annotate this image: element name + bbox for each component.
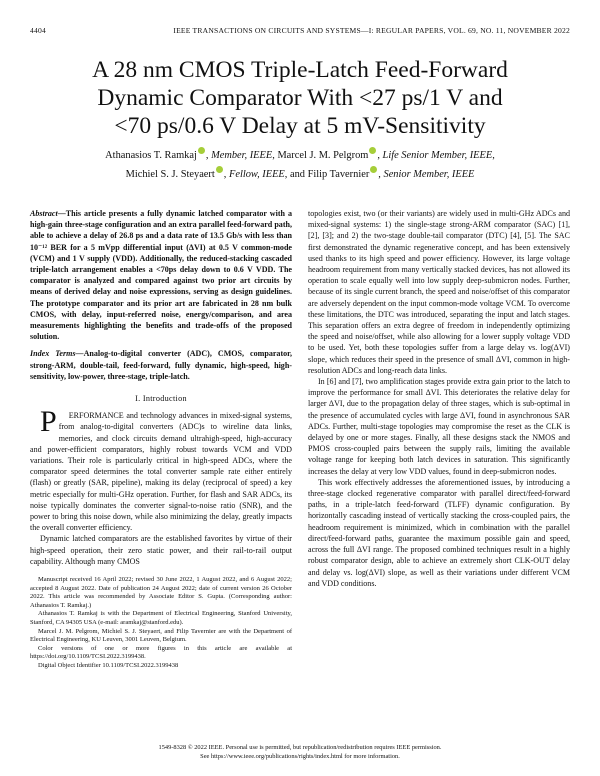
section-heading: I. Introduction — [135, 394, 187, 404]
abstract — [30, 208, 292, 342]
index-terms-label: Index Terms— — [30, 349, 84, 359]
footnote: Manuscript received 16 April 2022; revised 30 June 2022, 1 August 2022, and 6 August 2022; accepted 8 August 2022. Date of publication 24 August 2022; date of current version 26 October 2022. This article was recommended by Associate Editor S. Gupta. (Corresponding author: Athanasios T. Ramkaj.) — [30, 576, 292, 609]
author-name: and Filip Tavernier — [289, 169, 370, 180]
body-paragraph: This work effectively addresses the aforementioned issues, by introducing a three-stage clocked regenerative comparator with parallel direct/feed-forward paths, in a triple-latch feed-forward (TLFF) dynamic configuration. By horizontally cascading instead of vertically stacking the cross-coupled pairs, the headroom requirement is minimized, which in combination with the parallel direct/feed-forward paths, guarantee the maximum possible gain and speed, across the full ΔVI range. The proposed combined techniques result in a highly robust comparator design, able to achieve an extremely short CLK-OUT delay and delay vs. log(ΔVI) slope, as well as their variations under different VCM and VDD conditions. — [308, 477, 570, 588]
index-terms-text: Analog-to-digital converter (ADC), CMOS, comparator, strong-ARM, double-tail, feed-forward, fully dynamic, high-speed, high-sensitivity, low-power, three-stage, triple-latch. — [30, 349, 292, 381]
copyright-footer — [30, 743, 570, 761]
author-list: Athanasios T. Ramkaj , Member, IEEE, Marcel J. M. Pelgrom , Life Senior Member, IEEE, Michiel S. J. Steyaert , Fellow, IEEE, and Filip Tavernier , Senior Member, IEEE — [30, 146, 570, 184]
copyright-line: 1549-8328 © 2022 IEEE. Personal use is permitted, but republication/redistribution requires IEEE permission. — [158, 744, 442, 751]
title-line-2: Dynamic Comparator With <27 ps/1 V and — [97, 85, 503, 111]
footnotes — [30, 576, 292, 671]
rights-link[interactable]: See https://www.ieee.org/publications/rights/index.html for more information. — [200, 753, 400, 760]
intro-paragraph-1 — [30, 405, 292, 533]
footnote: Color versions of one or more figures in this article are available at https://doi.org/10.1109/TCSI.2022.3199438. — [30, 644, 292, 661]
author-name: Michiel S. J. Steyaert — [125, 169, 215, 180]
paper-title — [30, 56, 570, 140]
right-column — [308, 208, 570, 589]
orcid-icon[interactable] — [369, 147, 376, 154]
running-header — [30, 26, 570, 38]
drop-cap: P — [40, 405, 57, 439]
title-line-3: <70 ps/0.6 V Delay at 5 mV-Sensitivity — [114, 113, 486, 139]
author-name: Athanasios T. Ramkaj — [105, 150, 197, 161]
footnote: Digital Object Identifier 10.1109/TCSI.2022.3199438 — [38, 662, 179, 670]
index-terms — [30, 348, 292, 382]
title-line-1: A 28 nm CMOS Triple-Latch Feed-Forward — [92, 57, 508, 83]
author-role: Life Senior Member, IEEE — [382, 150, 493, 161]
left-column — [30, 208, 292, 671]
author-name: Marcel J. M. Pelgrom — [277, 150, 369, 161]
footnote: Marcel J. M. Pelgrom, Michiel S. J. Steyaert, and Filip Tavernier are with the Department of Electrical Engineering, KU Leuven, 3001 Leuven, Belgium. — [30, 627, 292, 644]
body-paragraph: topologies exist, two (or their variants) are widely used in multi-GHz ADCs and mixed-signal systems: 1) the single-stage strong-ARM comparator (SAC) [1], [2], [3]; and 2) the two-stage double-tail comparator (DTC) [4], [5]. The SAC first demonstrated the dynamic regenerative concept, and has been extensively used thanks to its high speed and power efficiency. However, its large voltage headroom requirement from many vertically stacked devices, has not allowed its operation to scale equally well into low supply deep-submicron nodes. Further, because of its single current branch, the speed and noise/offset of this comparator are adversely dependent on the input common-mode voltage VCM. To overcome these limitations, the DTC was introduced, separating the input and latch stages. This separation offers an extra degree of freedom in independently optimizing the speed and noise/offset, while also allowing for a lower supply voltage VDD to be used. Yet, both these topologies suffer from a large delay vs. log(ΔVI) slope, which reduces their speed in the presence of small ΔVI, common in high-resolution ADCs and long-reach data links. — [308, 209, 570, 375]
body-paragraph: In [6] and [7], two amplification stages provide extra gain prior to the latch to improve the performance for small ΔVI. This deteriorates the relative delay for larger ΔVI, due to the propagation delay of three stages, which is sub-optimal in the presence of accumulated cycles with large ΔVI, found in asynchronous SAR ADCs. Further, multi-stage topologies may compromise the reset as the CLK is delayed by one or more stages. Finally, all these designs stack the NMOS and PMOS cross-coupled pairs between the supply rails, limiting the available voltage range for keeping both latch devices in saturation. This significantly increases the delay at very low VDD values, found in deep-submicron nodes. — [308, 377, 570, 476]
orcid-icon[interactable] — [216, 166, 223, 173]
author-role: Senior Member, IEEE — [383, 169, 475, 180]
abstract-text: This article presents a fully dynamic latched comparator with a high-gain three-stage configuration and an extra parallel feed-forward path, able to achieve a delay of 26.8 ps and a data rate of 13.5 Gb/s with less than 10⁻¹² BER for a 5 mVpp differential input (ΔVI) at 0.5 V common-mode (VCM) and 1 V supply (VDD). Additionally, the reduced-stacking cascaded triple-latch arrangement enables a <70ps delay down to 0.6 V VDD. The comparator is analyzed and compared against two prior art circuits by means of derived delay and noise expressions, serving as design guidelines. The prototype comparator and its prior art are fabricated in 28 nm bulk CMOS, with delay, input-referred noise, energy/comparison, and area measurements highlighting the benefits and trade-offs of the proposed solution. — [30, 209, 292, 342]
orcid-icon[interactable] — [198, 147, 205, 154]
intro-text: and technology advances in mixed-signal systems, from analog-to-digital converters (ADC)s to wireline data links, memories, and clock circuits demand ultrahigh-speed, high-accuracy and power-efficient comparators, highly robust towards VCM and VDD variations. Their role is particularly critical in high-speed ADCs, where the comparator speed determines the total converter sample rate either entirely (flash) or greatly (SAR, pipeline), making its delay (reciprocal of speed) a key metric especially for multi-GHz operation. Further, for flash and SAR ADCs, its noise typically dominates the converter signal-to-noise ratio (SNR), and the power to bring this noise down, while also minimizing the delay, greatly impacts the overall converter efficiency. — [30, 411, 292, 533]
journal-title: IEEE TRANSACTIONS ON CIRCUITS AND SYSTEMS—I: REGULAR PAPERS, VOL. 69, NO. 11, NOVEMBER 2022 — [173, 26, 570, 35]
lead-caps: ERFORMANCE — [68, 411, 124, 421]
author-role: Fellow, IEEE — [228, 169, 285, 180]
intro-paragraph-2: Dynamic latched comparators are the established favorites by virtue of their high-speed operation, their zero static power, and their rail-to-rail output capability. Although many CMOS — [30, 534, 292, 566]
author-role: Member, IEEE — [211, 150, 273, 161]
page-number: 4404 — [30, 26, 46, 35]
abstract-label: Abstract— — [30, 209, 66, 218]
footnote: Athanasios T. Ramkaj is with the Department of Electrical Engineering, Stanford University, Stanford, CA 94305 USA (e-mail: aramkaj@stanford.edu). — [30, 610, 292, 627]
orcid-icon[interactable] — [370, 166, 377, 173]
